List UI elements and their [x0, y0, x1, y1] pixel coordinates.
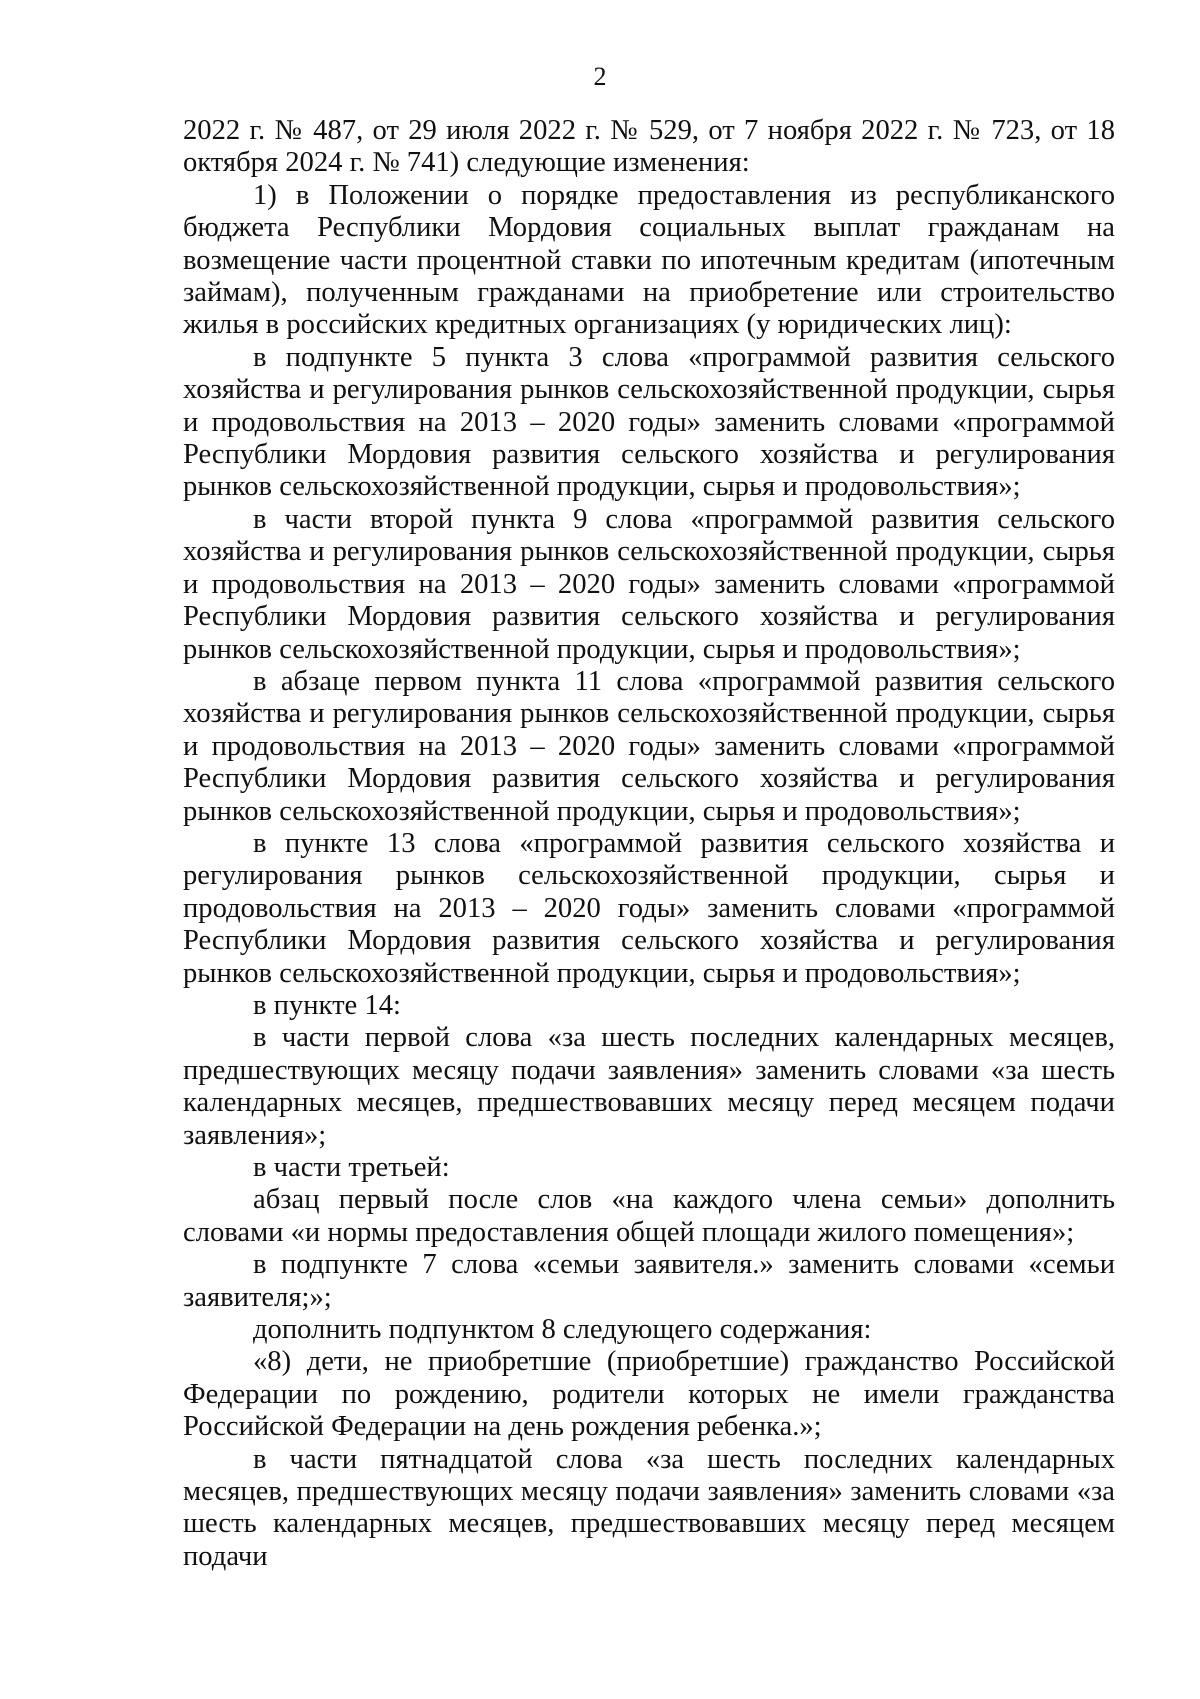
paragraph: в части второй пункта 9 слова «программой развития сельского хозяйства и регулирования рынков сельскохозяйственной продукции, сырья и продовольствия на 2013 – 2020 годы» заменить словами «программой Республики Мордовия развития сельского хозяйства и регулирования рынков сельскохозяйственной продукции, сырья и продовольствия»; [183, 503, 1115, 665]
paragraph: в подпункте 7 слова «семьи заявителя.» заменить словами «семьи заявителя;»; [183, 1249, 1115, 1313]
paragraph: 1) в Положении о порядке предоставления из республиканского бюджета Республики Мордовия социальных выплат гражданам на возмещение части процентной ставки по ипотечным кредитам (ипотечным займам), полученным гражданами на приобретение или строительство жилья в российских кредитных организациях (у юридических лиц): [183, 179, 1115, 341]
paragraph: в абзаце первом пункта 11 слова «программой развития сельского хозяйства и регулирования рынков сельскохозяйственной продукции, сырья и продовольствия на 2013 – 2020 годы» заменить словами «программой Республики Мордовия развития сельского хозяйства и регулирования рынков сельскохозяйственной продукции, сырья и продовольствия»; [183, 665, 1115, 827]
paragraph: дополнить подпунктом 8 следующего содержания: [253, 1314, 872, 1346]
paragraph: в части первой слова «за шесть последних календарных месяцев, предшествующих месяцу подачи заявления» заменить словами «за шесть календарных месяцев, предшествовавших месяцу перед месяцем подачи заявления»; [183, 1022, 1115, 1151]
paragraph: абзац первый после слов «на каждого члена семьи» дополнить словами «и нормы предоставления общей площади жилого помещения»; [183, 1184, 1115, 1248]
paragraph: «8) дети, не приобретшие (приобретшие) гражданство Российской Федерации по рождению, родители которых не имели гражданства Российской Федерации на день рождения ребенка.»; [183, 1346, 1115, 1443]
paragraph: в части пятнадцатой слова «за шесть последних календарных месяцев, предшествующих месяцу подачи заявления» заменить словами «за шесть календарных месяцев, предшествовавших месяцу перед месяцем подачи [183, 1443, 1115, 1572]
paragraph: 2022 г. № 487, от 29 июля 2022 г. № 529, от 7 ноября 2022 г. № 723, от 18 октября 2024 г. № 741) следующие изменения: [183, 115, 1115, 179]
paragraph: в подпункте 5 пункта 3 слова «программой развития сельского хозяйства и регулирования рынков сельскохозяйственной продукции, сырья и продовольствия на 2013 – 2020 годы» заменить словами «программой Республики Мордовия развития сельского хозяйства и регулирования рынков сельскохозяйственной продукции, сырья и продовольствия»; [183, 341, 1115, 503]
paragraph: в пункте 13 слова «программой развития сельского хозяйства и регулирования рынков сельскохозяйственной продукции, сырья и продовольствия на 2013 – 2020 годы» заменить словами «программой Республики Мордовия развития сельского хозяйства и регулирования рынков сельскохозяйственной продукции, сырья и продовольствия»; [183, 827, 1115, 989]
paragraph: в части третьей: [253, 1152, 450, 1183]
paragraph: в пункте 14: [253, 989, 401, 1021]
document-body [183, 115, 1115, 1573]
page-number: 2 [593, 62, 607, 91]
